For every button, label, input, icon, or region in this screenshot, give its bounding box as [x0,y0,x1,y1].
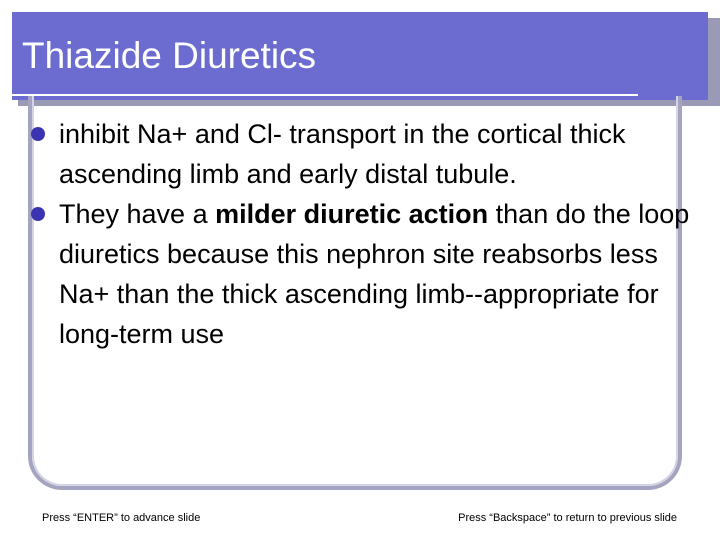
footer-advance-hint: Press “ENTER” to advance slide [42,512,201,524]
bullet-text-plain: inhibit Na+ and Cl- transport in the cortical thick ascending limb and early distal tubule. [59,119,626,189]
bullet-dot-icon [31,127,45,141]
bullet-dot-icon [31,207,45,221]
bullet-text-bold: milder diuretic action [215,199,489,229]
bullet-text-before: They have a [59,199,216,229]
bullet-list [30,114,700,354]
bullet-item [30,194,700,354]
bullet-item [30,114,700,194]
bullet-text [59,199,689,349]
bullet-text-after: than do the loop diuretics because this nephron site reabsorbs less Na+ than the thick ascending limb--appropriate for long-term use [59,199,690,349]
bullet-text [59,119,626,189]
slide-title: Thiazide Diuretics [22,35,317,76]
footer-back-hint: Press “Backspace” to return to previous slide [458,512,677,524]
